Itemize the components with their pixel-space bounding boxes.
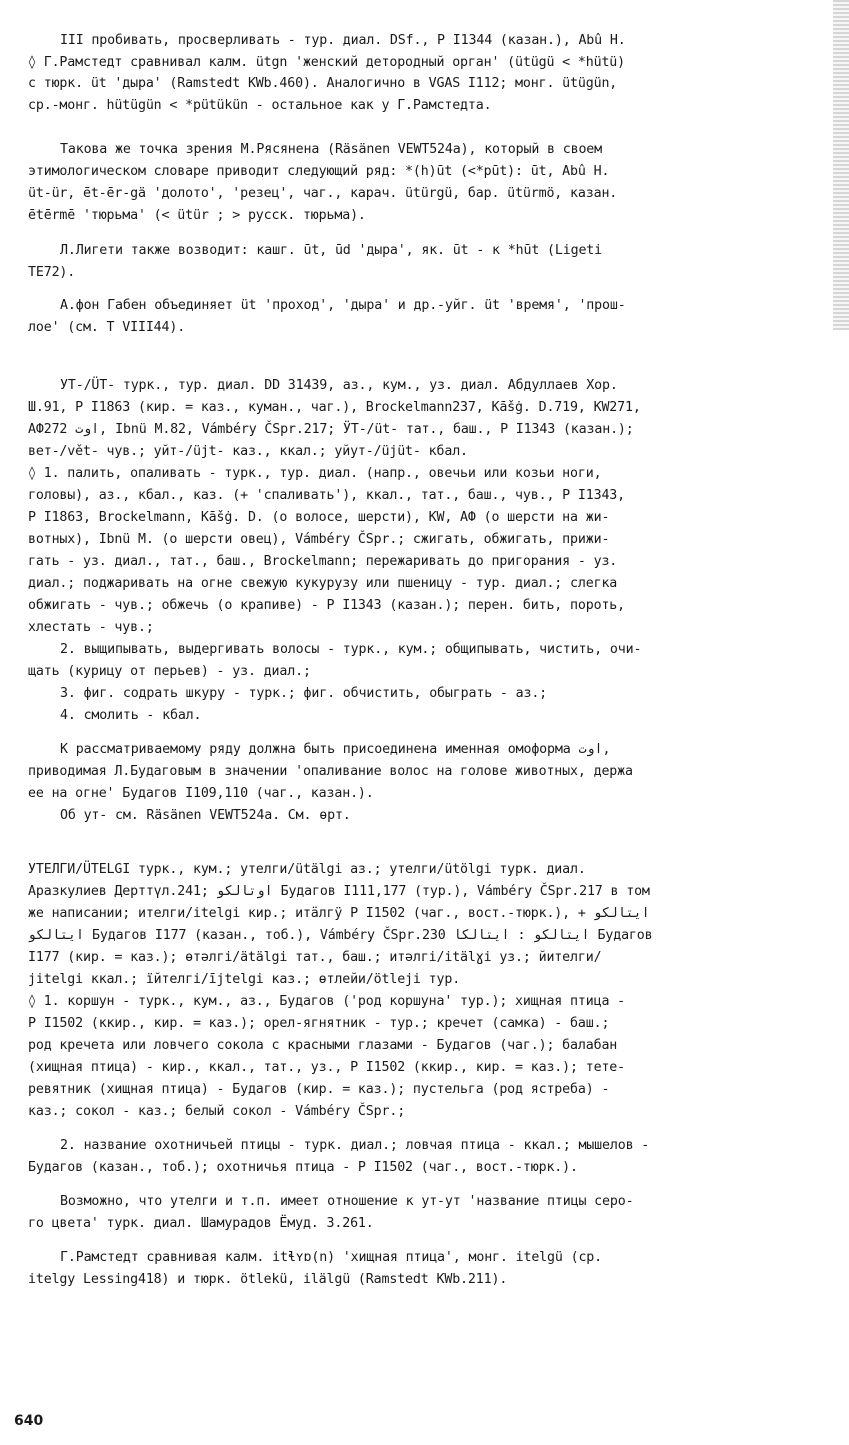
text-line: itelgy Lessing418) и тюрк. ötlekü, ilälgü (Ramstedt KWb.211). bbox=[28, 1272, 508, 1287]
text-line: лое' (см. Т VIII44). bbox=[28, 320, 186, 335]
text-line: III пробивать, просверливать - тур. диал. DSf., P I1344 (казан.), Abû H. bbox=[60, 33, 626, 48]
text-line: 4. смолить - кбал. bbox=[60, 708, 202, 723]
text-line: вет-/vět- чув.; уйт-/üjt- каз., ккал.; уйут-/üjüt- кбал. bbox=[28, 444, 468, 459]
text-line: Возможно, что утелги и т.п. имеет отношение к ут-ут 'название птицы серо- bbox=[60, 1194, 634, 1209]
text-line: приводимая Л.Будаговым в значении 'опаливание волос на голове животных, держа bbox=[28, 764, 633, 779]
entry-headword-line: УТЕЛГИ/ÜTELGI турк., кум.; утелги/ütälgi аз.; утелги/ütölgi турк. диал. bbox=[28, 862, 586, 877]
text-line: гать - уз. диал., тат., баш., Brockelmann; пережаривать до пригорания - уз. bbox=[28, 554, 618, 569]
text-line: диал.; поджаривать на огне свежую кукурузу или пшеницу - тур. диал.; слегка bbox=[28, 576, 618, 591]
text-line: ◊ Г.Рамстедт сравнивал калм. ütgn 'женский детородный орган' (ütügü < *hütü) bbox=[28, 55, 626, 70]
text-line: I177 (кир. = каз.); өтәлгі/ätälgi тат., баш.; итәлгі/itälɣi уз.; йителги/ bbox=[28, 950, 602, 965]
text-line: TE72). bbox=[28, 265, 76, 280]
text-line: Такова же точка зрения М.Рясянена (Räsänen VEWT524a), который в своем bbox=[60, 142, 603, 157]
text-line: Л.Лигети также возводит: кашг. ūt, ūd 'дыра', як. ūt - к *hūt (Ligeti bbox=[60, 243, 603, 258]
text-line: Аразкулиев Дерттүл.241; اوتالكو Будагов I111,177 (тур.), Vámbéry ČSpr.217 в том bbox=[28, 884, 650, 899]
text-line: 2. название охотничьей птицы - турк. диал.; ловчая птица - ккал.; мышелов - bbox=[60, 1138, 650, 1153]
text-line: хлестать - чув.; bbox=[28, 620, 154, 635]
text-line: обжигать - чув.; обжечь (о крапиве) - P I1343 (казан.); перен. бить, пороть, bbox=[28, 598, 626, 613]
text-line: ср.-монг. hütügün < *pütükün - остальное как у Г.Рамстедта. bbox=[28, 98, 492, 113]
text-line: ◊ 1. палить, опаливать - турк., тур. диал. (напр., овечьи или козьи ноги, bbox=[28, 466, 602, 481]
text-line: К рассматриваемому ряду должна быть присоединена именная омоформа اوت, bbox=[60, 742, 611, 757]
text-line: этимологическом словаре приводит следующий ряд: *(h)ūt (<*pūt): ūt, Abû H. bbox=[28, 164, 610, 179]
text-line: же написании; ителги/itelgi кир.; итӓлгӱ P I1502 (чаг., вост.-тюрк.), + ايتالكو bbox=[28, 906, 650, 921]
text-line: ايتالكو Будагов I177 (казан., тоб.), Vámbéry ČSpr.230 ايتالكو : ايتالكا Будагов bbox=[28, 928, 653, 943]
text-line: Будагов (казан., тоб.); охотничья птица - P I1502 (чаг., вост.-тюрк.). bbox=[28, 1160, 578, 1175]
text-line: род кречета или ловчего сокола с красными глазами - Будагов (чаг.); балабан bbox=[28, 1038, 618, 1053]
text-line: каз.; сокол - каз.; белый сокол - Vámbéry ČSpr.; bbox=[28, 1104, 406, 1119]
text-line: вотных), Ibnü M. (о шерсти овец), Vámbéry ČSpr.; сжигать, обжигать, прижи- bbox=[28, 532, 610, 547]
text-line: с тюрк. üt 'дыра' (Ramstedt KWb.460). Аналогично в VGAS I112; монг. ütügün, bbox=[28, 76, 618, 91]
text-line: головы), аз., кбал., каз. (+ 'спаливать'), ккал., тат., баш., чув., P I1343, bbox=[28, 488, 626, 503]
text-line: P I1863, Brockelmann, Kāšġ. D. (о волосе, шерсти), KW, АФ (о шерсти на жи- bbox=[28, 510, 610, 525]
text-line: Ш.91, P I1863 (кир. = каз., куман., чаг.), Brockelmann237, Kāšġ. D.719, KW271, bbox=[28, 400, 641, 415]
text-line: ētērmē 'тюрьма' (< ütür ; > русск. тюрьма). bbox=[28, 208, 366, 223]
entry-headword-line: УТ-/ÜТ- турк., тур. диал. DD 31439, аз., кум., уз. диал. Абдуллаев Хор. bbox=[60, 378, 618, 393]
text-line: ◊ 1. коршун - турк., кум., аз., Будагов ('род коршуна' тур.); хищная птица - bbox=[28, 994, 626, 1009]
text-line: А.фон Габен объединяет üt 'проход', 'дыра' и др.-уйг. üt 'время', 'прош- bbox=[60, 298, 626, 313]
page-number: 640 bbox=[14, 1413, 44, 1429]
text-line: Г.Рамстедт сравнивая калм. itɬʏɒ(n) 'хищная птица', монг. itelgü (ср. bbox=[60, 1250, 603, 1265]
text-line: ревятник (хищная птица) - Будагов (кир. = каз.); пустельга (род ястреба) - bbox=[28, 1082, 610, 1097]
text-line: jitelgi ккал.; їйтелгі/ījtelgi каз.; өтлейи/ötleji тур. bbox=[28, 972, 461, 987]
text-line: АФ272 اوت, Ibnü M.82, Vámbéry ČSpr.217; ӰТ-/üt- тат., баш., P I1343 (казан.); bbox=[28, 422, 634, 437]
text-line: üt-ür, ēt-ēr-gä 'долото', 'резец', чаг., карач. ütürgü, бар. ütürmö, казан. bbox=[28, 186, 618, 201]
text-line: 2. выщипывать, выдергивать волосы - турк., кум.; общипывать, чистить, очи- bbox=[60, 642, 642, 657]
text-line: (хищная птица) - кир., ккал., тат., уз., P I1502 (ккир., кир. = каз.); тете- bbox=[28, 1060, 626, 1075]
text-line: го цвета' турк. диал. Шамурадов Ёмуд. З.261. bbox=[28, 1216, 374, 1231]
text-line: P I1502 (ккир., кир. = каз.); орел-ягнятник - тур.; кречет (самка) - баш.; bbox=[28, 1016, 610, 1031]
text-line: щать (курицу от перьев) - уз. диал.; bbox=[28, 664, 311, 679]
text-line: Об ут- см. Räsänen VEWT524a. См. өрт. bbox=[60, 808, 351, 823]
text-line: 3. фиг. содрать шкуру - турк.; фиг. обчистить, обыграть - аз.; bbox=[60, 686, 548, 701]
text-line: ее на огне' Будагов I109,110 (чаг., казан.). bbox=[28, 786, 374, 801]
scan-edge-artifact bbox=[833, 0, 849, 330]
